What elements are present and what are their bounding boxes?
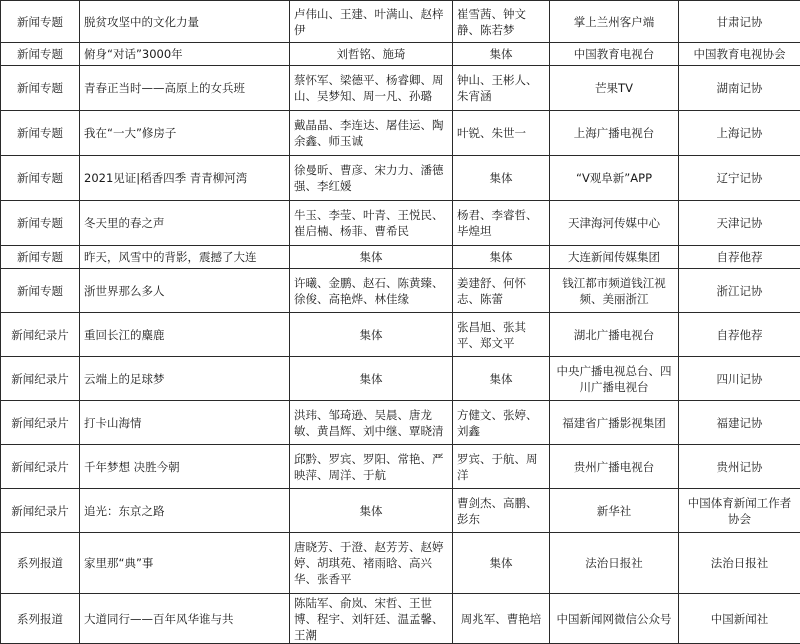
title-cell: 追光：东京之路 <box>80 489 290 533</box>
authors-cell: 牛玉、李莹、叶青、王悦民、崔启楠、杨菲、曹希民 <box>290 201 453 246</box>
title-cell: 昨天，风雪中的背影，震撼了大连 <box>80 246 290 269</box>
title-cell: 浙世界那么多人 <box>80 269 290 313</box>
publisher-cell: 掌上兰州客户端 <box>550 1 679 43</box>
editors-cell: 集体 <box>453 156 550 201</box>
title-cell: 千年梦想 决胜今朝 <box>80 445 290 489</box>
recommender-cell: 中国教育电视协会 <box>679 43 800 66</box>
authors-cell: 许曦、金鹏、赵石、陈黄臻、徐俊、高艳烨、林佳缘 <box>290 269 453 313</box>
authors-cell: 戴晶晶、李连达、屠佳运、陶余鑫、师玉诚 <box>290 111 453 156</box>
title-cell: 我在“一大”修房子 <box>80 111 290 156</box>
title-cell: 冬天里的春之声 <box>80 201 290 246</box>
category-cell: 新闻专题 <box>1 201 80 246</box>
authors-text: 陈陆军、俞岚、宋哲、王世博、程宇、刘轩廷、温孟馨、王潮 <box>294 595 448 643</box>
authors-cell: 唐晓芳、于澄、赵芳芳、赵婷婷、胡琪苑、褚雨晗、高兴华、张香平 <box>290 533 453 594</box>
recommender-cell: 天津记协 <box>679 201 800 246</box>
title-cell: 青春正当时——高原上的女兵班 <box>80 66 290 111</box>
category-cell: 新闻专题 <box>1 111 80 156</box>
editors-cell: 杨君、李睿哲、毕煌坦 <box>453 201 550 246</box>
category-cell: 新闻专题 <box>1 43 80 66</box>
publisher-cell: 上海广播电视台 <box>550 111 679 156</box>
category-cell: 新闻纪录片 <box>1 357 80 401</box>
title-cell: 俯身“对话”3000年 <box>80 43 290 66</box>
publisher-cell: 中国教育电视台 <box>550 43 679 66</box>
publisher-cell: “V观阜新”APP <box>550 156 679 201</box>
table-row <box>1 313 800 357</box>
category-cell: 新闻纪录片 <box>1 445 80 489</box>
recommender-cell: 浙江记协 <box>679 269 800 313</box>
category-cell: 新闻专题 <box>1 1 80 43</box>
recommender-cell: 甘肃记协 <box>679 1 800 43</box>
recommender-cell: 自荐他荐 <box>679 313 800 357</box>
table-row <box>1 533 800 594</box>
recommender-cell: 四川记协 <box>679 357 800 401</box>
recommender-cell: 自荐他荐 <box>679 246 800 269</box>
authors-cell: 集体 <box>290 313 453 357</box>
recommender-cell: 贵州记协 <box>679 445 800 489</box>
recommender-cell: 中国新闻社 <box>679 594 800 644</box>
publisher-cell: 福建省广播影视集团 <box>550 401 679 445</box>
table-row <box>1 269 800 313</box>
recommender-cell: 辽宁记协 <box>679 156 800 201</box>
title-cell: 重回长江的麋鹿 <box>80 313 290 357</box>
editors-cell: 钟山、王彬人、朱宵涵 <box>453 66 550 111</box>
publisher-cell: 钱江都市频道钱江视频、美丽浙江 <box>550 269 679 313</box>
publisher-cell: 中央广播电视总台、四川广播电视台 <box>550 357 679 401</box>
editors-cell: 张昌旭、张其平、郑文平 <box>453 313 550 357</box>
editors-cell: 叶锐、朱世一 <box>453 111 550 156</box>
category-cell: 新闻纪录片 <box>1 313 80 357</box>
editors-cell: 姜建舒、何怀志、陈蕾 <box>453 269 550 313</box>
recommender-cell: 湖南记协 <box>679 66 800 111</box>
authors-cell: 徐曼昕、曹彦、宋力力、潘德强、李红媛 <box>290 156 453 201</box>
editors-cell: 集体 <box>453 246 550 269</box>
table-row <box>1 489 800 533</box>
title-cell: 打卡山海情 <box>80 401 290 445</box>
authors-cell: 集体 <box>290 489 453 533</box>
table-row <box>1 357 800 401</box>
authors-cell: 邱黔、罗宾、罗阳、常艳、严映萍、周洋、于航 <box>290 445 453 489</box>
authors-cell: 刘哲铭、施琦 <box>290 43 453 66</box>
title-cell: 家里那“典”事 <box>80 533 290 594</box>
recommender-cell: 中国体育新闻工作者协会 <box>679 489 800 533</box>
editors-cell: 集体 <box>453 43 550 66</box>
authors-cell: 洪玮、邹琦逊、吴晨、唐龙敏、黄昌辉、刘中继、覃晓清 <box>290 401 453 445</box>
category-cell: 系列报道 <box>1 594 80 644</box>
category-cell: 新闻纪录片 <box>1 401 80 445</box>
title-cell: 2021见证|稻香四季 青青柳河湾 <box>80 156 290 201</box>
editors-cell: 方健文、张婷、刘鑫 <box>453 401 550 445</box>
authors-cell: 集体 <box>290 357 453 401</box>
table-row <box>1 111 800 156</box>
editors-cell: 崔雪茜、钟文静、陈若梦 <box>453 1 550 43</box>
table-row <box>1 66 800 111</box>
editors-cell: 周兆军、曹艳培 <box>453 594 550 644</box>
title-cell: 大道同行——百年风华谁与共 <box>80 594 290 644</box>
table-row <box>1 246 800 269</box>
category-cell: 新闻专题 <box>1 269 80 313</box>
recommender-cell: 福建记协 <box>679 401 800 445</box>
authors-cell: 集体 <box>290 246 453 269</box>
authors-cell: 蔡怀军、梁德平、杨睿卿、周山、吴梦知、周一凡、孙璐 <box>290 66 453 111</box>
category-cell: 新闻纪录片 <box>1 489 80 533</box>
editors-cell: 罗宾、于航、周洋 <box>453 445 550 489</box>
title-cell: 脱贫攻坚中的文化力量 <box>80 1 290 43</box>
editors-cell: 集体 <box>453 533 550 594</box>
recommender-cell: 上海记协 <box>679 111 800 156</box>
table-row <box>1 445 800 489</box>
category-cell: 新闻专题 <box>1 156 80 201</box>
editors-cell: 曹剑杰、高鹏、彭东 <box>453 489 550 533</box>
authors-cell: 卢伟山、王建、叶满山、赵梓伊 <box>290 1 453 43</box>
table-row <box>1 156 800 201</box>
category-cell: 新闻专题 <box>1 66 80 111</box>
table-row <box>1 201 800 246</box>
category-cell: 系列报道 <box>1 533 80 594</box>
table-row <box>1 1 800 43</box>
title-cell: 云端上的足球梦 <box>80 357 290 401</box>
table-row <box>1 401 800 445</box>
recommender-cell: 法治日报社 <box>679 533 800 594</box>
publisher-cell: 湖北广播电视台 <box>550 313 679 357</box>
publisher-cell: 天津海河传媒中心 <box>550 201 679 246</box>
table-row <box>1 43 800 66</box>
publisher-cell: 中国新闻网微信公众号 <box>550 594 679 644</box>
editors-cell: 集体 <box>453 357 550 401</box>
publisher-cell: 芒果TV <box>550 66 679 111</box>
publisher-cell: 贵州广播电视台 <box>550 445 679 489</box>
category-cell: 新闻专题 <box>1 246 80 269</box>
publisher-cell: 法治日报社 <box>550 533 679 594</box>
publisher-cell: 大连新闻传媒集团 <box>550 246 679 269</box>
publisher-cell: 新华社 <box>550 489 679 533</box>
